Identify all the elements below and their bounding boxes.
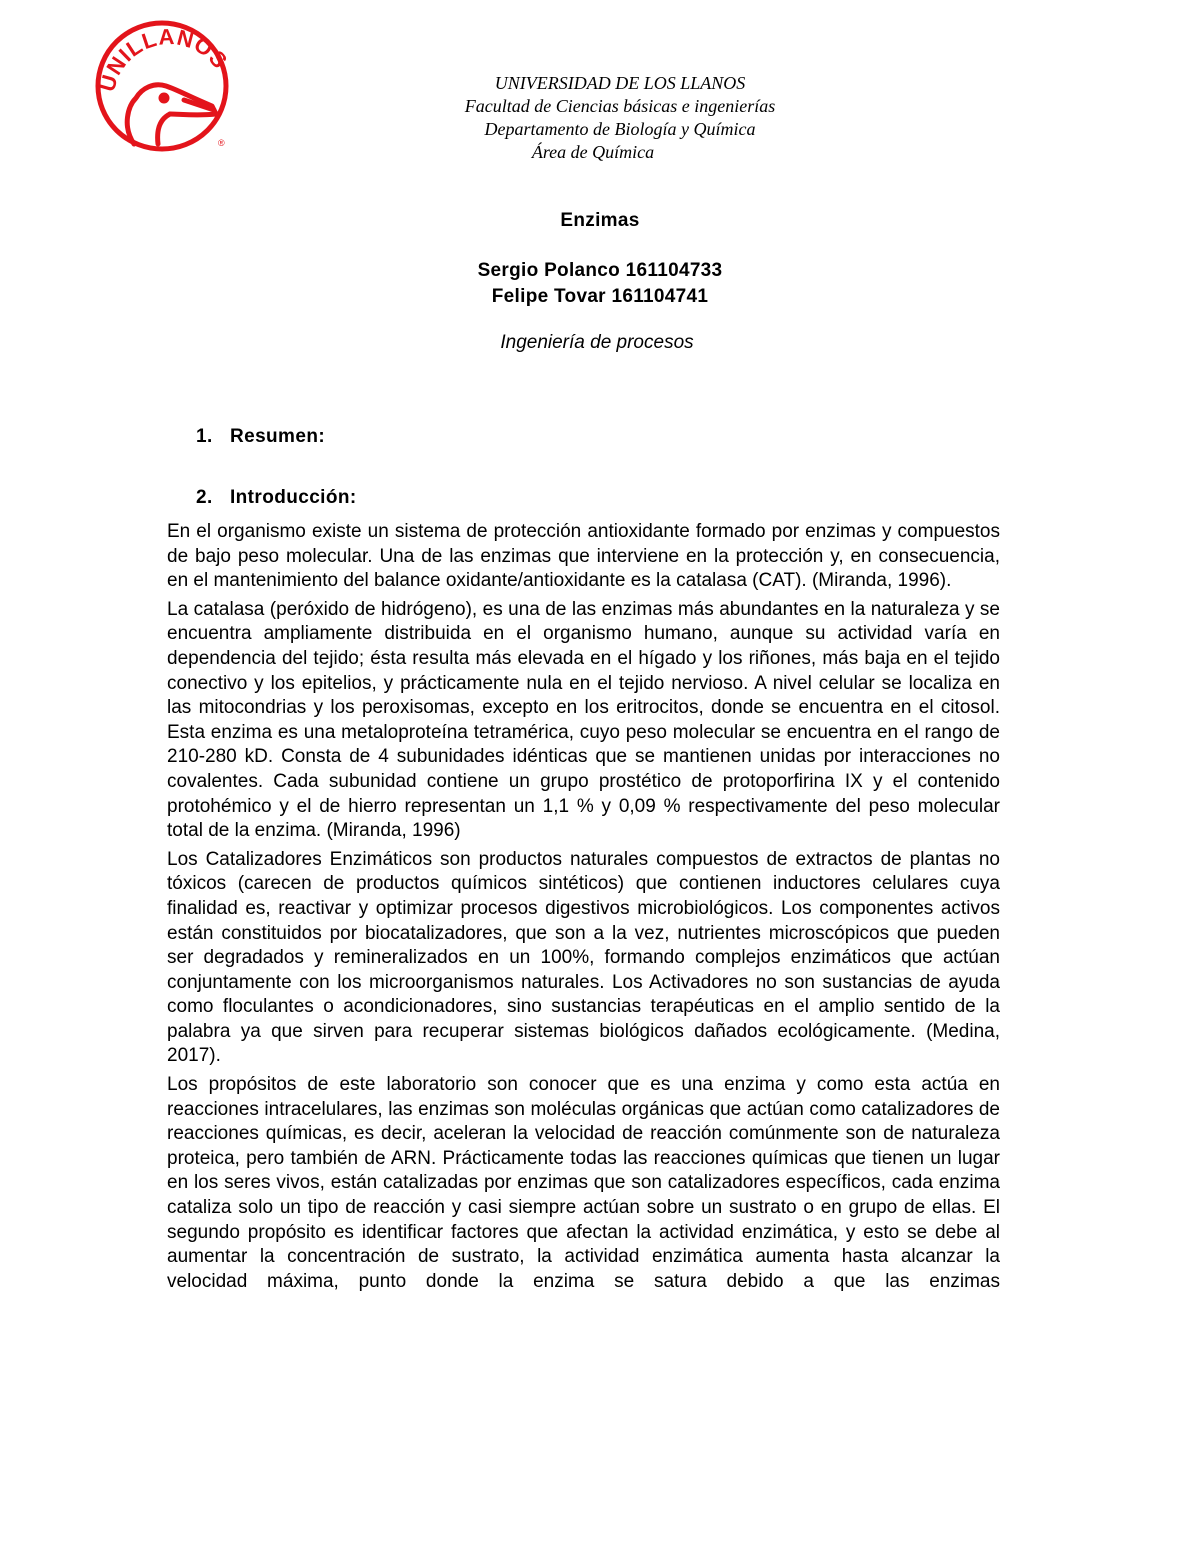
paragraph: Los propósitos de este laboratorio son conocer que es una enzima y como esta actúa en reacciones intracelulares, las enzimas son moléculas orgánicas que actúan como catalizadores de reacciones químicas, es decir, aceleran la velocidad de reacción comúnmente son de naturaleza proteica, pero también de ARN. Prácticamente todas las reacciones químicas que tienen un lugar en los seres vivos, están catalizadas por enzimas que son catalizadores específicos, cada enzima cataliza solo un tipo de reacción y casi siempre actúan sobre un sustrato o en grupo de ellas. El segundo propósito es identificar factores que afectan la actividad enzimática, y esto se debe al aumentar la concentración de sustrato, la actividad enzimática aumenta hasta alcanzar la velocidad máxima, punto donde la enzima se satura debido a que las enzimas [167, 1074, 1000, 1292]
section-number: 1. [196, 426, 213, 447]
section-title: Resumen: [230, 426, 326, 447]
paragraph: En el organismo existe un sistema de protección antioxidante formado por enzimas y compuestos de bajo peso molecular. Una de las enzimas que interviene en la protección y, en consecuencia, en el mantenimiento del balance oxidante/antioxidante es la catalasa (CAT). (Miranda, 1996). [167, 521, 1000, 592]
author-1: Sergio Polanco 161104733 [477, 260, 723, 281]
section-heading-introduccion [196, 487, 357, 509]
document-title: Enzimas [560, 210, 640, 231]
area-name: Área de Química [531, 142, 655, 162]
logo-text: UNILLANOS [94, 23, 233, 95]
department-name: Departamento de Biología y Química [484, 119, 756, 139]
university-name: UNIVERSIDAD DE LOS LLANOS [494, 73, 746, 93]
section-title: Introducción: [230, 487, 357, 508]
author-2: Felipe Tovar 161104741 [491, 286, 709, 307]
section-number: 2. [196, 487, 213, 508]
paragraph: Los Catalizadores Enzimáticos son productos naturales compuestos de extractos de plantas no tóxicos (carecen de productos químicos sintéticos) que contienen inductores celulares cuya finalidad es, reactivar y optimizar procesos digestivos microbiológicos. Los componentes activos están constituidos por biocatalizadores, que son a la vez, nutrientes microscópicos que pueden ser degradados y remineralizados en un 100%, formando complejos enzimáticos que actúan conjuntamente con los microorganismos naturales. Los Activadores no son sustancias de ayuda como floculantes o acondicionadores, sino sustancias terapéuticas en el amplio sentido de la palabra ya que sirven para recuperar sistemas biológicos dañados ecológicamente. (Medina, 2017). [167, 848, 1000, 1067]
program-name: Ingeniería de procesos [500, 332, 694, 353]
faculty-name: Facultad de Ciencias básicas e ingenierías [464, 96, 776, 116]
paragraph: La catalasa (peróxido de hidrógeno), es una de las enzimas más abundantes en la naturaleza y se encuentra ampliamente distribuida en el organismo humano, aunque su actividad varía en dependencia del tejido; ésta resulta más elevada en el hígado y los riñones, más baja en el tejido conectivo y los epitelios, y prácticamente nula en el tejido nervioso. A nivel celular se localiza en las mitocondrias y los peroxisomas, excepto en los eritrocitos, donde se encuentra en el citosol. Esta enzima es una metaloproteína tetramérica, cuyo peso molecular se encuentra en el rango de 210-280 kD. Consta de 4 subunidades idénticas que se mantienen unidas por interacciones no covalentes. Cada subunidad contiene un grupo prostético de protoporfirina IX y el contenido protohémico y el de hierro representan un 1,1 % y 0,09 % respectivamente del peso molecular total de la enzima. (Miranda, 1996) [167, 598, 1000, 842]
registered-mark: ® [218, 138, 225, 148]
section-heading-resumen [196, 426, 325, 448]
introduction-body [167, 520, 1000, 1298]
